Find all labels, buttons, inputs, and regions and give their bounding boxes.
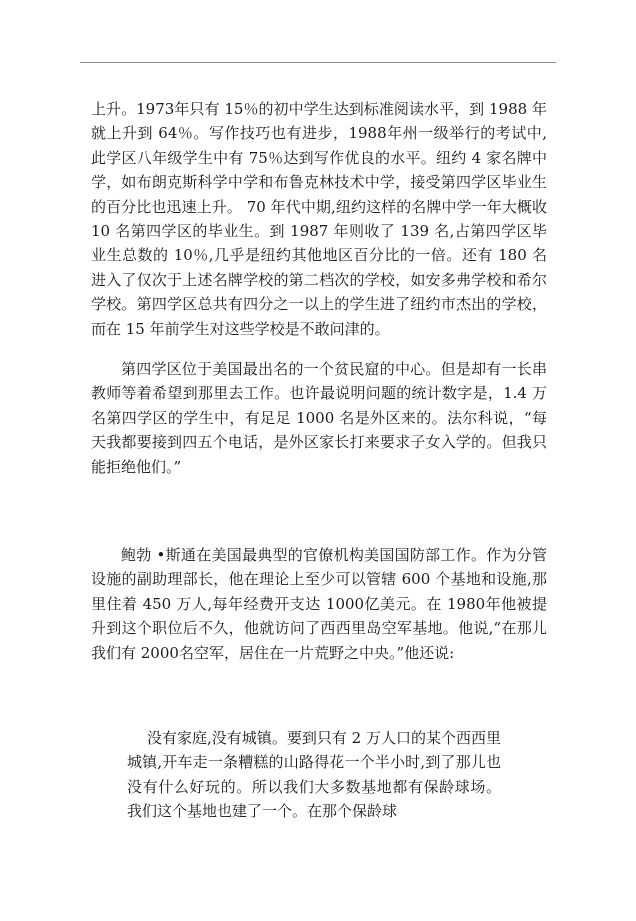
paragraph-district-four: 第四学区位于美国最出名的一个贫民窟的中心。但是却有一长串教师等着希望到那里去工作。也许最说明问题的统计数字是，1.4 万名第四学区的学生中，有足足 1000 名是外区来的。法尔科说，“每天我都要接到四五个电话，是外区家长打来要求子女入学的。但我只能拒绝他们。”	[91, 360, 547, 476]
block-quote: 没有家庭,没有城镇。要到只有 2 万人口的某个西西里城镇,开车走一条糟糕的山路得花一个半小时,到了那儿也没有什么好玩的。所以我们大多数基地都有保龄球场。我们这个基地也建了一个。在那个保龄球	[127, 729, 501, 821]
header-rule	[80, 62, 556, 63]
paragraph-bob-stone: 鲍勃 •斯通在美国最典型的官僚机构美国国防部工作。作为分管设施的副助理部长，他在理论上至少可以管辖 600 个基地和设施,那里住着 450 万人,每年经费开支达 1000亿美元。在 1980年他被提升到这个职位后不久，他就访问了西西里岛空军基地。他说,“在那儿我们有 2000名空军，居住在一片荒野之中央。”他还说:	[91, 546, 547, 662]
paragraph-reading-scores: 上升。1973年只有 15％的初中学生达到标准阅读水平，到 1988 年就上升到 64％。写作技巧也有进步，1988年州一级举行的考试中,此学区八年级学生中有 75％达到写作优良的水平。纽约 4 家名牌中学，如布朗克斯科学中学和布鲁克林技术中学，接受第四学区毕业生的百分比也迅速上升。 70 年代中期,纽约这样的名牌中学一年大概收 10 名第四学区的毕业生。到 1987 年则收了 139 名,占第四学区毕业生总数的 10％,几乎是纽约其他地区百分比的一倍。还有 180 名进入了仅次于上述名牌学校的第二档次的学校，如安多弗学校和希尔学校。第四学区总共有四分之一以上的学生进了纽约市杰出的学校，而在 15 年前学生对这些学校是不敢问津的。	[91, 100, 547, 338]
